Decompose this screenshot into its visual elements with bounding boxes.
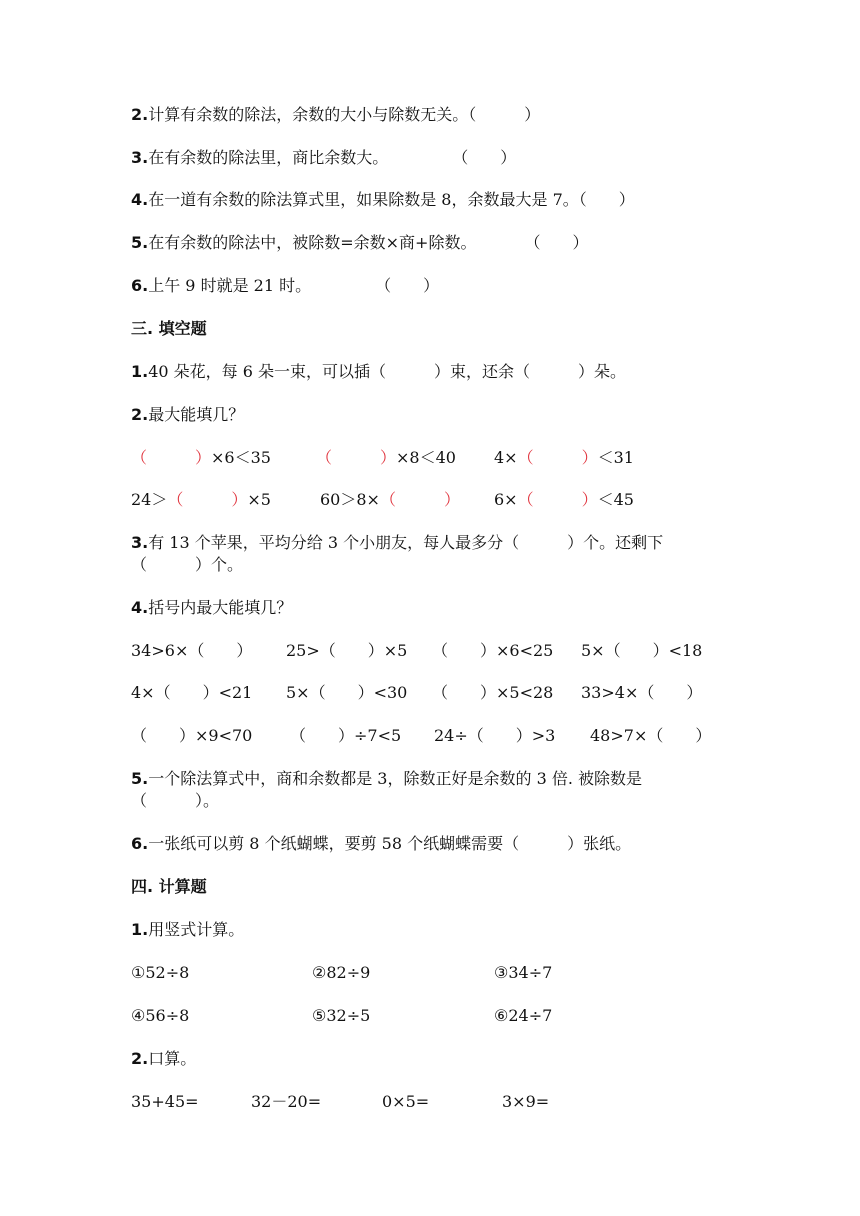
question-number: 1. [131, 362, 149, 381]
item-text: 计算有余数的除法，余数的大小与除数无关。（ ） [148, 105, 541, 124]
question-number: 6. [131, 834, 149, 853]
question-number: 1. [131, 920, 149, 939]
calc-question-2 [131, 1048, 196, 1070]
expression-rest: ＜31 [597, 448, 634, 467]
question-text: 40 朵花，每 6 朵一束，可以插（ ）束，还余（ ）朵。 [148, 362, 627, 381]
judge-item-5 [131, 232, 588, 254]
question-text: 一张纸可以剪 8 个纸蝴蝶，要剪 58 个纸蝴蝶需要（ ）张纸。 [148, 834, 632, 853]
division-problem: ③34÷7 [494, 963, 553, 982]
judge-item-4 [131, 189, 635, 211]
item-number: 3. [131, 148, 149, 167]
expression: 33>4×（ ） [581, 683, 703, 702]
mental-math-problem: 0×5= [382, 1092, 430, 1111]
fill-question-1 [131, 361, 626, 383]
expression-rest: ×6＜35 [211, 448, 271, 467]
blank-paren[interactable]: （ ） [316, 448, 397, 467]
expression: 24÷（ ）>3 [434, 726, 556, 745]
judge-item-2 [131, 104, 540, 126]
item-number: 6. [131, 276, 149, 295]
calc-question-1 [131, 919, 244, 941]
item-text: 在有余数的除法中，被除数=余数×商+除数。 （ ） [148, 233, 589, 252]
expression-pre: 24＞ [131, 490, 168, 509]
expression: 25>（ ）×5 [286, 641, 408, 660]
question-number: 2. [131, 405, 149, 424]
expression: （ ）×6<25 [432, 641, 554, 660]
division-problem: ⑥24÷7 [494, 1006, 553, 1025]
expression-pre: 6× [494, 490, 518, 509]
section-heading-fill: 三. 填空题 [131, 319, 207, 338]
judge-item-3 [131, 147, 516, 169]
mental-math-problem: 3×9= [502, 1092, 550, 1111]
blank-expression [320, 489, 460, 511]
question-number: 4. [131, 598, 149, 617]
blank-paren[interactable]: （ ） [517, 490, 598, 509]
fill-question-6 [131, 833, 631, 855]
blank-expression [131, 489, 271, 511]
item-number: 5. [131, 233, 149, 252]
division-problem: ②82÷9 [312, 963, 371, 982]
item-text: 在一道有余数的除法算式里，如果除数是 8，余数最大是 7。（ ） [148, 190, 635, 209]
fill-question-3-cont: （ ）个。 [131, 555, 244, 574]
expression-pre: 4× [494, 448, 518, 467]
question-text: 用竖式计算。 [148, 920, 245, 939]
blank-expression [131, 447, 271, 469]
item-text: 在有余数的除法里，商比余数大。 （ ） [148, 148, 517, 167]
item-number: 2. [131, 105, 149, 124]
question-number: 3. [131, 533, 149, 552]
blank-expression [494, 489, 634, 511]
expression: 5×（ ）<18 [581, 641, 703, 660]
expression-pre: 60＞8× [320, 490, 380, 509]
expression: 34>6×（ ） [131, 641, 253, 660]
question-text: 口算。 [148, 1049, 197, 1068]
expression-rest: ＜45 [597, 490, 634, 509]
fill-question-3 [131, 532, 663, 554]
fill-question-5-cont: （ ）。 [131, 791, 220, 810]
question-number: 5. [131, 769, 149, 788]
blank-expression [494, 447, 634, 469]
fill-question-2 [131, 404, 244, 426]
item-text: 上午 9 时就是 21 时。 （ ） [148, 276, 440, 295]
fill-question-4 [131, 597, 292, 619]
mental-math-problem: 35+45= [131, 1092, 199, 1111]
fill-question-5 [131, 768, 642, 790]
question-text: 一个除法算式中，商和余数都是 3，除数正好是余数的 3 倍. 被除数是 [148, 769, 643, 788]
expression: （ ）×5<28 [432, 683, 554, 702]
division-problem: ④56÷8 [131, 1006, 190, 1025]
expression: 48>7×（ ） [590, 726, 712, 745]
expression: 4×（ ）<21 [131, 683, 253, 702]
division-problem: ⑤32÷5 [312, 1006, 371, 1025]
blank-paren[interactable]: （ ） [379, 490, 460, 509]
expression-rest: ×8＜40 [396, 448, 456, 467]
expression: （ ）×9<70 [131, 726, 253, 745]
judge-item-6 [131, 275, 439, 297]
question-text: 括号内最大能填几？ [148, 598, 293, 617]
expression: 5×（ ）<30 [286, 683, 408, 702]
blank-paren[interactable]: （ ） [517, 448, 598, 467]
question-number: 2. [131, 1049, 149, 1068]
blank-expression [316, 447, 456, 469]
mental-math-problem: 32－20= [251, 1092, 322, 1111]
division-problem: ①52÷8 [131, 963, 190, 982]
question-text: 有 13 个苹果，平均分给 3 个小朋友，每人最多分（ ）个。还剩下 [148, 533, 664, 552]
question-text: 最大能填几？ [148, 405, 245, 424]
section-heading-calc: 四. 计算题 [131, 877, 207, 896]
expression-rest: ×5 [247, 490, 271, 509]
blank-paren[interactable]: （ ） [131, 448, 212, 467]
expression: （ ）÷7<5 [290, 726, 402, 745]
item-number: 4. [131, 190, 149, 209]
blank-paren[interactable]: （ ） [167, 490, 248, 509]
